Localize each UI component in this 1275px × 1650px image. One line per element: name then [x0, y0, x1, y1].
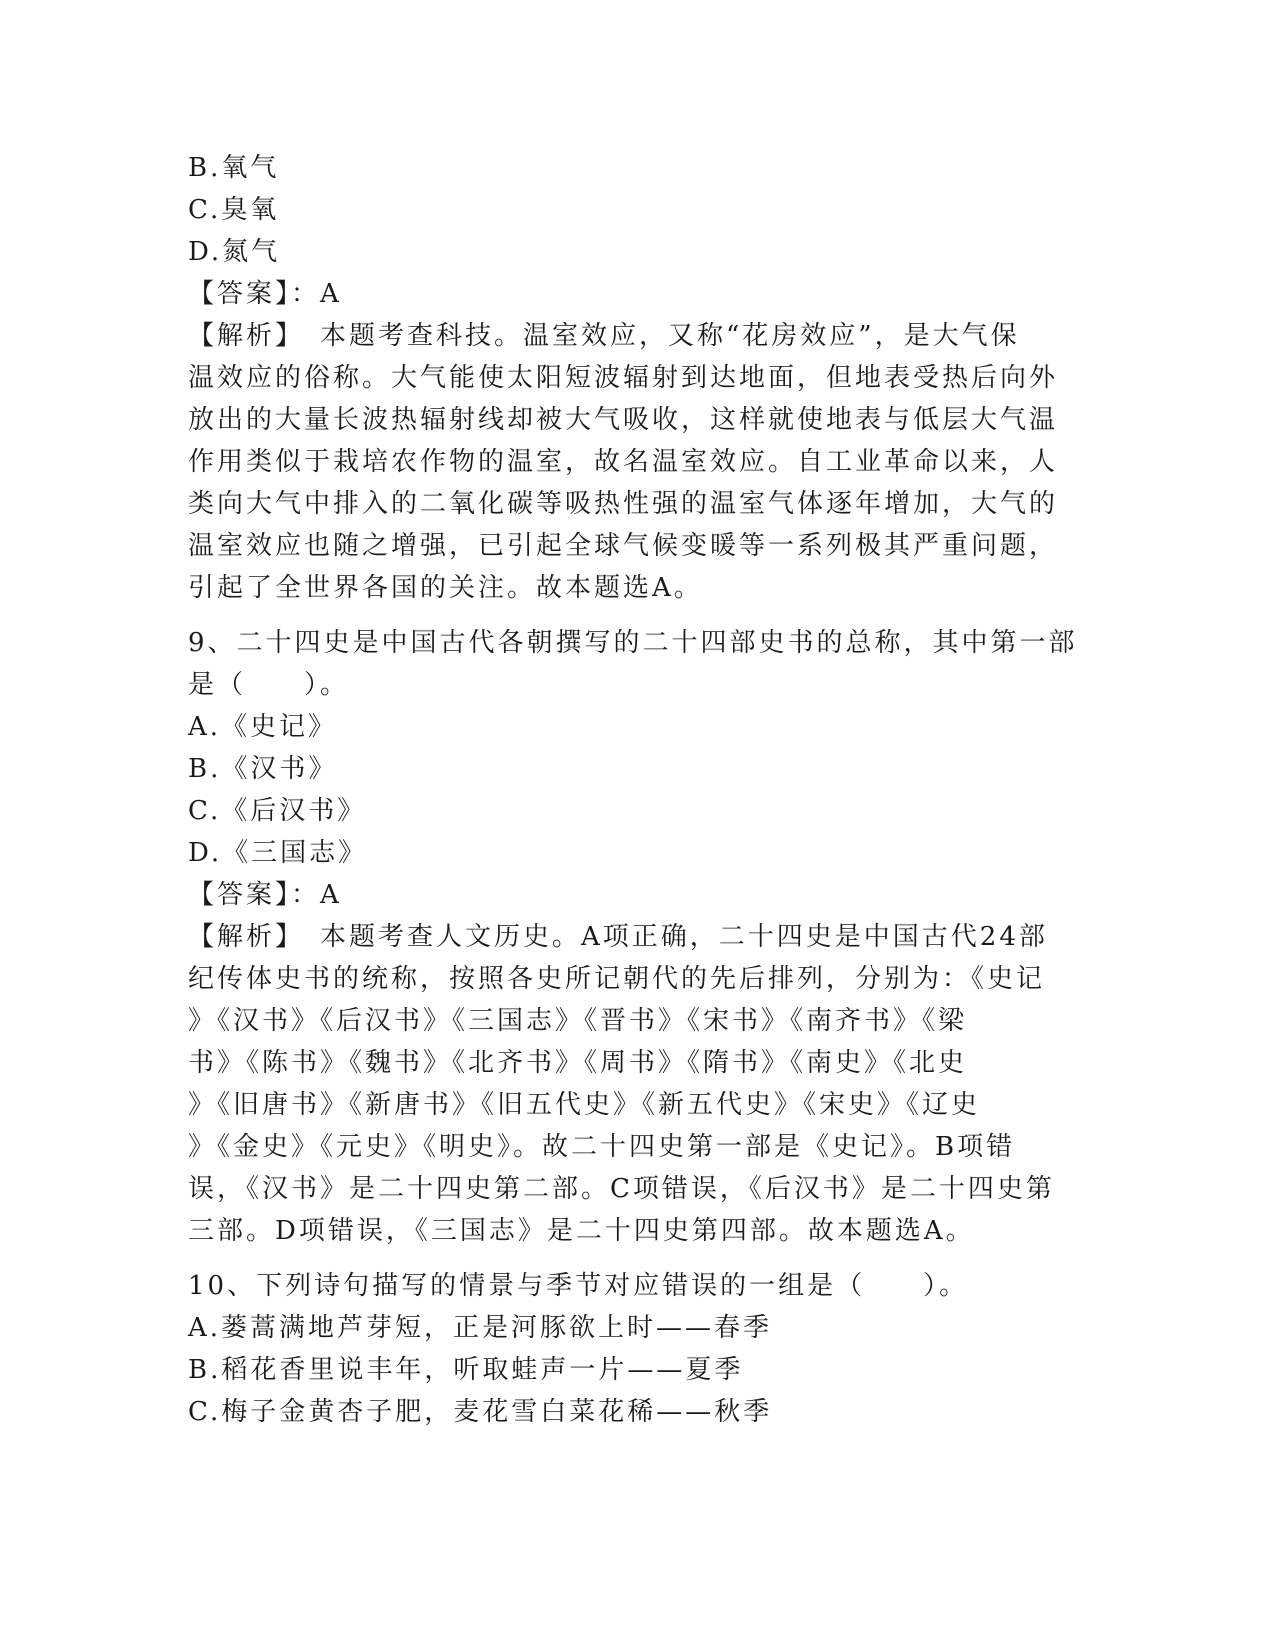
- q8-analysis-line: 作用类似于栽培农作物的温室，故名温室效应。自工业革命以来，人: [188, 447, 1059, 477]
- q8-answer: 【答案】：A: [188, 279, 342, 309]
- q8-analysis-line: 温效应的俗称。大气能使太阳短波辐射到达地面，但地表受热后向外: [188, 363, 1059, 393]
- q9-option-a: A.《史记》: [188, 712, 338, 742]
- q10-option-c: C.梅子金黄杏子肥，麦花雪白菜花稀——秋季: [188, 1397, 773, 1427]
- question-8-block: [188, 147, 1088, 609]
- question-9-block: [188, 622, 1088, 1252]
- q9-option-b: B.《汉书》: [188, 754, 338, 784]
- q9-analysis-line: 书》《陈书》《魏书》《北齐书》《周书》《隋书》《南史》《北史: [188, 1048, 968, 1078]
- q9-analysis: [188, 916, 1088, 1252]
- q8-analysis-line: 引起了全世界各国的关注。故本题选A。: [188, 573, 703, 603]
- spacer: [188, 609, 1088, 622]
- q9-analysis-line: 纪传体史书的统称，按照各史所记朝代的先后排列，分别为：《史记: [188, 964, 1046, 994]
- q8-analysis: [188, 315, 1088, 609]
- q9-analysis-line: 【解析】 本题考查人文历史。A项正确，二十四史是中国古代24部: [188, 922, 1048, 952]
- q9-analysis-line: 》《金史》《元史》《明史》。故二十四史第一部是《史记》。B项错: [188, 1132, 1016, 1162]
- q8-analysis-line: 【解析】 本题考查科技。温室效应，又称“花房效应”，是大气保: [188, 321, 1020, 351]
- q8-option-d: D.氮气: [188, 237, 281, 267]
- q8-option-c: C.臭氧: [188, 195, 280, 225]
- q9-analysis-line: 》《汉书》《后汉书》《三国志》《晋书》《宋书》《南齐书》《梁: [188, 1006, 968, 1036]
- q9-question-line: 是（ ）。: [188, 670, 350, 700]
- document-content: [188, 147, 1088, 1433]
- q10-option-a: A.蒌蒿满地芦芽短，正是河豚欲上时——春季: [188, 1313, 773, 1343]
- q8-analysis-line: 放出的大量长波热辐射线却被大气吸收，这样就使地表与低层大气温: [188, 405, 1059, 435]
- q9-option-d: D.《三国志》: [188, 838, 368, 868]
- q9-analysis-line: 》《旧唐书》《新唐书》《旧五代史》《新五代史》《宋史》《辽史: [188, 1090, 981, 1120]
- q8-option-b: B.氧气: [188, 153, 280, 183]
- q9-analysis-line: 三部。D项错误，《三国志》是二十四史第四部。故本题选A。: [188, 1216, 975, 1246]
- q9-analysis-line: 误，《汉书》是二十四史第二部。C项错误，《后汉书》是二十四史第: [188, 1174, 1055, 1204]
- q9-answer: 【答案】：A: [188, 880, 342, 910]
- q9-option-c: C.《后汉书》: [188, 796, 367, 826]
- q8-analysis-line: 类向大气中排入的二氧化碳等吸热性强的温室气体逐年增加，大气的: [188, 489, 1059, 519]
- q10-option-b: B.稻花香里说丰年，听取蛙声一片——夏季: [188, 1355, 744, 1385]
- q10-question-line: 10、下列诗句描写的情景与季节对应错误的一组是（ ）。: [188, 1271, 969, 1301]
- q9-question-line: 9、二十四史是中国古代各朝撰写的二十四部史书的总称，其中第一部: [188, 628, 1078, 658]
- question-10-block: [188, 1265, 1088, 1433]
- spacer: [188, 1252, 1088, 1265]
- q8-analysis-line: 温室效应也随之增强，已引起全球气候变暖等一系列极其严重问题，: [188, 531, 1059, 561]
